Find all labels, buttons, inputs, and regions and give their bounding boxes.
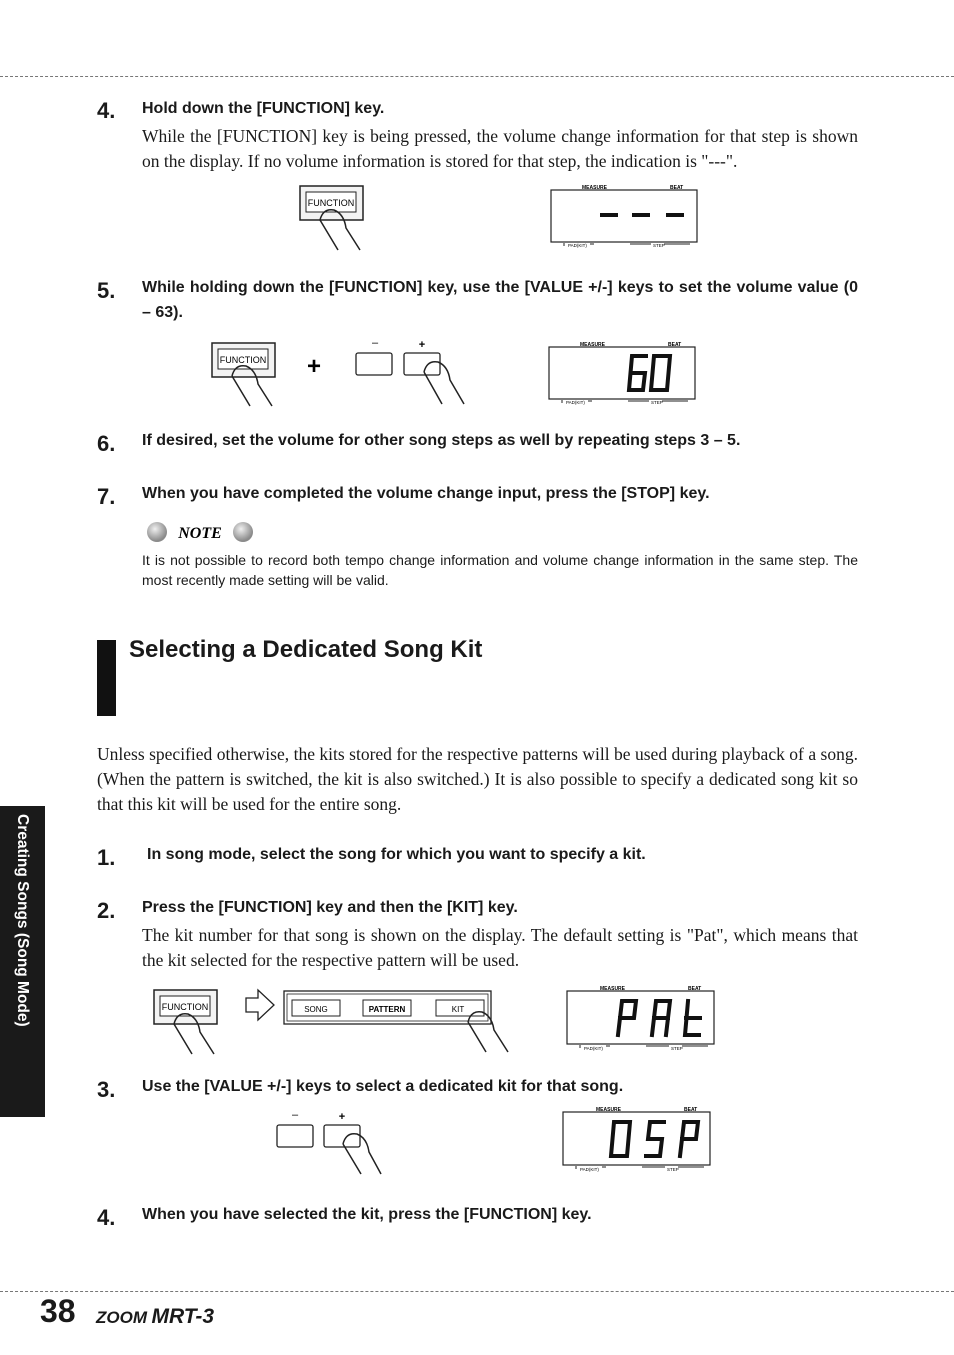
product-brand: ZOOM [96, 1308, 147, 1327]
product-name [96, 1305, 214, 1329]
step-heading: Press the [FUNCTION] key and then the [KIT] key. [142, 899, 518, 916]
note-text: It is not possible to record both tempo change information and volume change information in the same step. The most recently made setting will be valid. [142, 552, 858, 588]
step-number: 4. [97, 1205, 116, 1230]
section-title: Selecting a Dedicated Song Kit [129, 636, 483, 663]
svg-text:PAD(KIT): PAD(KIT) [580, 1167, 599, 1172]
function-key-label: FUNCTION [307, 198, 355, 208]
lcd-display [548, 340, 698, 405]
step-heading: When you have completed the volume change input, press the [STOP] key. [142, 485, 710, 502]
step-heading: Use the [VALUE +/-] keys to select a dedicated kit for that song. [142, 1078, 624, 1095]
function-key-label: FUNCTION [161, 1002, 209, 1012]
step-number: 3. [97, 1077, 116, 1102]
arrow-right-icon [246, 990, 274, 1020]
note-left-circle-icon [147, 522, 167, 542]
step-number: 5. [97, 278, 116, 303]
function-kit-figure [152, 986, 512, 1058]
plus-sign: + [306, 353, 322, 380]
lcd-display [562, 1104, 712, 1172]
song-key-label: SONG [304, 1005, 328, 1014]
step-number: 7. [97, 484, 116, 509]
lcd-display [566, 983, 716, 1051]
step-heading: While holding down the [FUNCTION] key, use the [VALUE +/-] keys to set the volume value (0 – 63). [142, 279, 858, 321]
step-number: 6. [97, 431, 116, 456]
step-body: While the [FUNCTION] key is being pressed, the volume change information for that step is shown on the display. If no volume information is stored for that step, the indication is "---". [142, 126, 858, 171]
section-bar [97, 640, 116, 716]
svg-text:MEASURE: MEASURE [596, 1107, 622, 1113]
top-rule [0, 76, 954, 77]
svg-text:MEASURE: MEASURE [580, 342, 606, 348]
step-heading: Hold down the [FUNCTION] key. [142, 100, 385, 117]
note-label: NOTE [178, 525, 222, 542]
side-tab-label: Creating Songs (Song Mode) [14, 814, 31, 1027]
step-heading: When you have selected the kit, press the [FUNCTION] key. [142, 1206, 592, 1223]
step-number: 2. [97, 898, 116, 923]
note-badge [146, 520, 258, 544]
step-number: 1. [97, 845, 116, 870]
plus-key-label: + [338, 1111, 346, 1123]
svg-text:PAD(KIT): PAD(KIT) [566, 400, 585, 405]
step-number: 4. [97, 98, 116, 123]
section-intro: Unless specified otherwise, the kits stored for the respective patterns will be used during playback of a song. (When the pattern is switched, the kit is also switched.) It is also possible to specify a dedicated song kit so that this kit will be used for the entire song. [97, 744, 858, 814]
svg-text:BEAT: BEAT [688, 986, 702, 992]
svg-text:BEAT: BEAT [684, 1107, 698, 1113]
svg-text:PAD(KIT): PAD(KIT) [584, 1046, 603, 1051]
kit-key-label: KIT [451, 1005, 465, 1014]
svg-text:MEASURE: MEASURE [582, 185, 608, 191]
svg-text:MEASURE: MEASURE [600, 986, 626, 992]
page-number: 38 [40, 1293, 76, 1329]
plus-key-label: + [418, 339, 426, 351]
note-right-circle-icon [233, 522, 253, 542]
pattern-key-label: PATTERN [368, 1005, 406, 1014]
svg-text:STEP: STEP [653, 243, 665, 248]
svg-text:STEP: STEP [671, 1046, 683, 1051]
bottom-rule [0, 1291, 954, 1292]
function-key-figure [298, 184, 378, 254]
svg-text:STEP: STEP [651, 400, 663, 405]
svg-text:BEAT: BEAT [668, 342, 682, 348]
step-heading: If desired, set the volume for other song steps as well by repeating steps 3 – 5. [142, 432, 741, 449]
step-body: The kit number for that song is shown on the display. The default setting is "Pat", which means that the kit selected for the respective pattern will be used. [142, 925, 858, 970]
side-tab [0, 806, 45, 1117]
svg-text:STEP: STEP [667, 1167, 679, 1172]
minus-key-label: – [291, 1109, 299, 1121]
lcd-display [550, 183, 700, 248]
product-model: MRT-3 [151, 1305, 215, 1328]
svg-text:BEAT: BEAT [670, 185, 684, 191]
function-key-label: FUNCTION [219, 355, 267, 365]
minus-key-label: – [371, 337, 379, 349]
step-heading: In song mode, select the song for which you want to specify a kit. [147, 846, 646, 863]
svg-text:PAD(KIT): PAD(KIT) [568, 243, 587, 248]
function-value-keys-figure [210, 336, 470, 408]
value-keys-figure [275, 1108, 385, 1178]
